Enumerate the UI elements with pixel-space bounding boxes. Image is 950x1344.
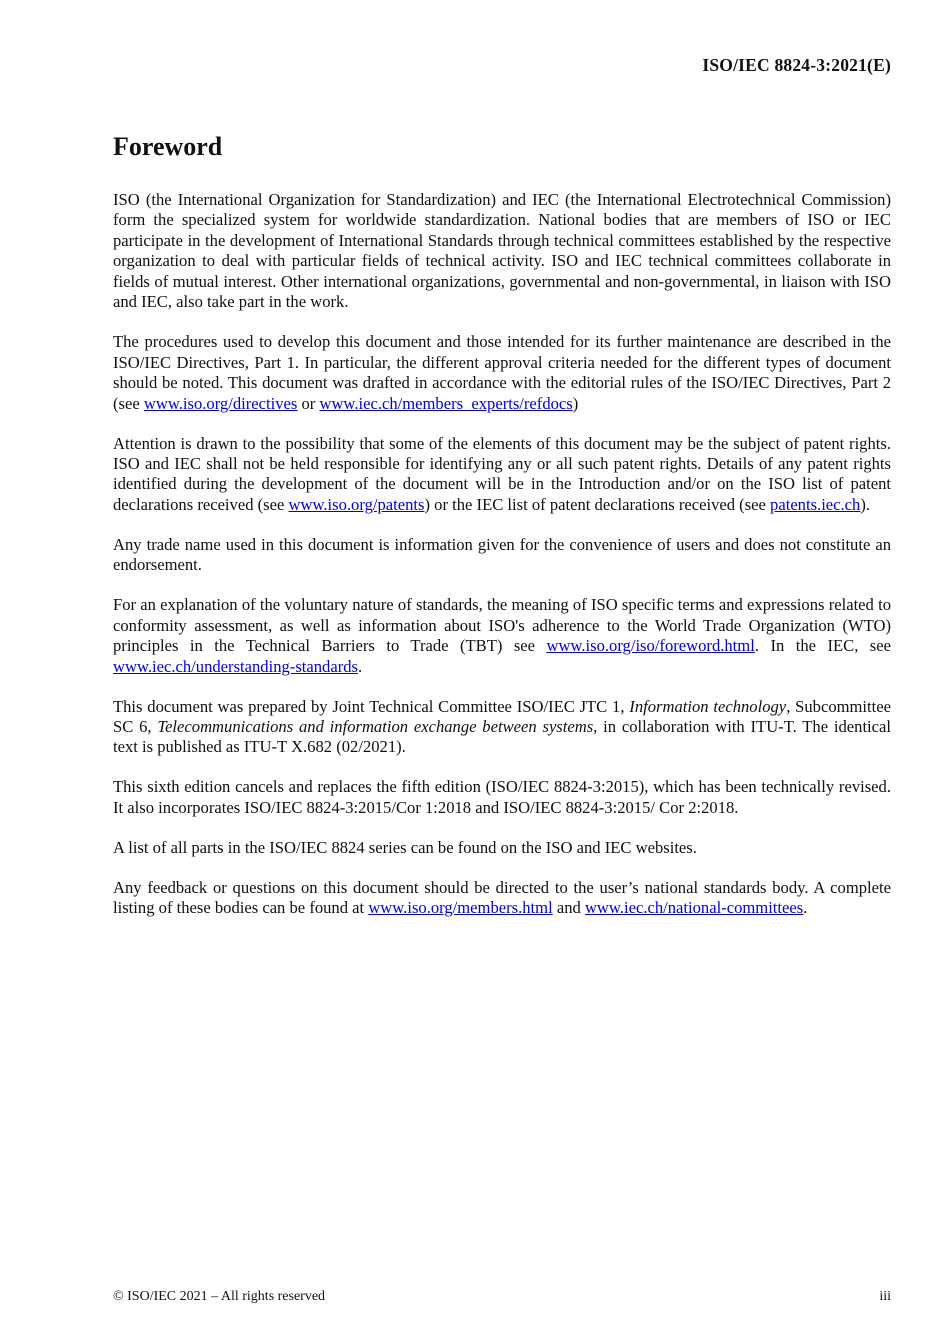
text-run: or [297, 393, 320, 413]
paragraph [113, 332, 891, 414]
paragraph [113, 535, 891, 576]
text-run: This document was prepared by Joint Technical Committee ISO/IEC JTC 1, [113, 696, 630, 716]
paragraph [113, 878, 891, 919]
hyperlink[interactable]: www.iec.ch/members_experts/refdocs [319, 393, 573, 413]
paragraph [113, 838, 891, 858]
text-run: For an explanation of the voluntary nature of standards, the meaning of ISO specific terms and expressions related to conformity assessment, as well as information about ISO's adherence to the World Trade Organization (WTO) principles in the Technical Barriers to Trade (TBT) see [113, 595, 891, 656]
document-id-header: ISO/IEC 8824-3:2021(E) [702, 55, 891, 75]
text-run: . In the IEC, see [754, 636, 891, 656]
text-run: This sixth edition cancels and replaces the fifth edition (ISO/IEC 8824-3:2015), which has been technically revised. It also incorporates ISO/IEC 8824-3:2015/Cor 1:2018 and ISO/IEC 8824-3:2015/ Cor 2:2018. [113, 777, 891, 817]
paragraph [113, 434, 891, 516]
foreword-body [113, 190, 891, 938]
text-run: The procedures used to develop this document and those intended for its further maintenance are described in the ISO/IEC Directives, Part 1. In particular, the different approval criteria needed for the different types of document should be noted. This document was drafted in accordance with the editorial rules of the ISO/IEC Directives, Part 2 (see [113, 332, 891, 413]
hyperlink[interactable]: patents.iec.ch [770, 494, 861, 514]
text-run: in collaboration with ITU-T. The identical text is published as ITU-T X.682 (02/2021). [113, 717, 892, 757]
text-run: . [358, 656, 363, 676]
page-footer [113, 1289, 891, 1305]
paragraph [113, 595, 891, 677]
text-run: Attention is drawn to the possibility that some of the elements of this document may be the subject of patent rights. ISO and IEC shall not be held responsible for identifying any or all such patent rights. Details of any patent rights identified during the development of the document will be in the Introduction and/or on the ISO list of patent declarations received (see [113, 433, 891, 514]
text-run: and [552, 898, 585, 918]
hyperlink[interactable]: www.iso.org/directives [143, 393, 298, 413]
italic-text: Information technology [629, 696, 787, 716]
page-title: Foreword [113, 132, 223, 161]
text-run: ISO (the International Organization for Standardization) and IEC (the International Electrotechnical Commission) form the specialized system for worldwide standardization. National bodies that are members of ISO or IEC participate in the development of International Standards through technical committees established by the respective organization to deal with particular fields of technical activity. ISO and IEC technical committees collaborate in fields of mutual interest. Other international organizations, governmental and non-governmental, in liaison with ISO and IEC, also take part in the work. [113, 190, 891, 312]
hyperlink[interactable]: www.iso.org/iso/foreword.html [546, 636, 755, 656]
paragraph [113, 697, 891, 758]
paragraph [113, 190, 891, 313]
hyperlink[interactable]: www.iso.org/patents [288, 494, 425, 514]
text-run: Any feedback or questions on this document should be directed to the user’s national standards body. A complete listing of these bodies can be found at [113, 877, 891, 918]
text-run: Any trade name used in this document is information given for the convenience of users and does not constitute an endorsement. [113, 534, 891, 575]
paragraph [113, 777, 891, 818]
text-run: ) [572, 393, 579, 413]
text-run: ). [860, 494, 871, 514]
hyperlink[interactable]: www.iec.ch/national-committees [584, 898, 804, 918]
page-number: iii [879, 1289, 891, 1304]
italic-text: Telecommunications and information exchange between systems, [157, 717, 598, 737]
hyperlink[interactable]: www.iec.ch/understanding-standards [113, 656, 358, 676]
text-run: A list of all parts in the ISO/IEC 8824 series can be found on the ISO and IEC websites. [113, 837, 697, 857]
text-run: , Subcommittee SC 6, [113, 696, 891, 737]
copyright-notice: © ISO/IEC 2021 – All rights reserved [113, 1289, 326, 1304]
text-run: ) or the IEC list of patent declarations received (see [424, 494, 771, 514]
text-run: . [803, 898, 808, 918]
hyperlink[interactable]: www.iso.org/members.html [368, 898, 553, 918]
